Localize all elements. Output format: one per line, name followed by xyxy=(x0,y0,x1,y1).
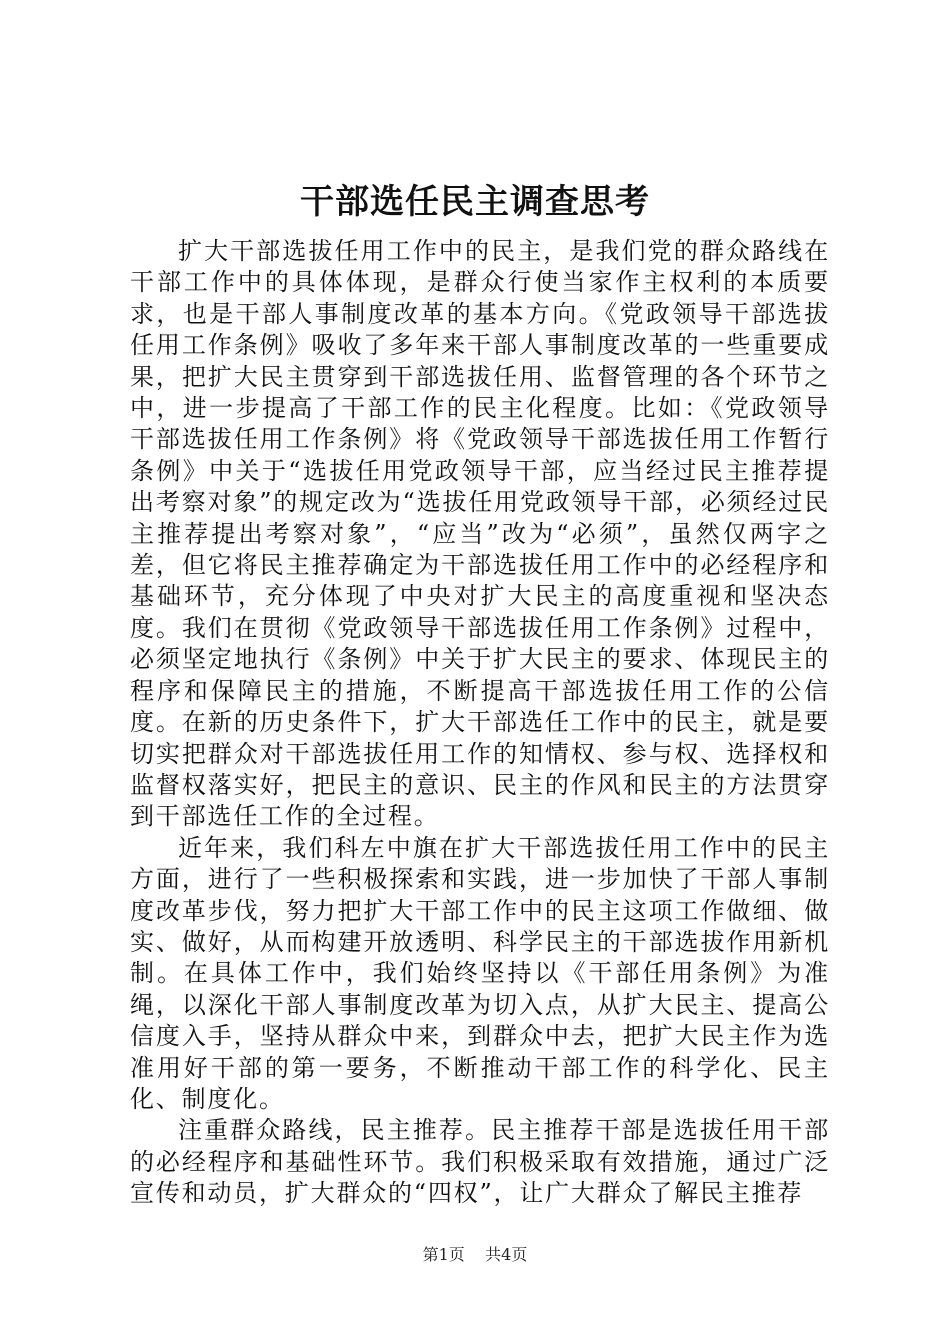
paragraph: 近年来，我们科左中旗在扩大干部选拔任用工作中的民主方面，进行了一些积极探索和实践，进一步加快了干部人事制度改革步伐，努力把扩大干部工作中的民主这项工作做细、做实、做好，从而构建开放透明、科学民主的干部选拔作用新机制。在具体工作中，我们始终坚持以《干部任用条例》为准绳，以深化干部人事制度改革为切入点，从扩大民主、提高公信度入手，坚持从群众中来，到群众中去，把扩大民主作为选准用好干部的第一要务，不断推动干部工作的科学化、民主化、制度化。 xyxy=(130,833,830,1113)
paragraph: 扩大干部选拔任用工作中的民主，是我们党的群众路线在干部工作中的具体体现，是群众行使当家作主权利的本质要求，也是干部人事制度改革的基本方向。《党政领导干部选拔任用工作条例》吸收了多年来干部人事制度改革的一些重要成果，把扩大民主贯穿到干部选拔任用、监督管理的各个环节之中，进一步提高了干部工作的民主化程度。比如：《党政领导干部选拔任用工作条例》将《党政领导干部选拔任用工作暂行条例》中关于“选拔任用党政领导干部，应当经过民主推荐提出考察对象”的规定改为“选拔任用党政领导干部，必须经过民主推荐提出考察对象”，“应当”改为“必须”，虽然仅两字之差，但它将民主推荐确定为干部选拔任用工作中的必经程序和基础环节，充分体现了中央对扩大民主的高度重视和坚决态度。我们在贯彻《党政领导干部选拔任用工作条例》过程中，必须坚定地执行《条例》中关于扩大民主的要求、体现民主的程序和保障民主的措施，不断提高干部选拔任用工作的公信度。在新的历史条件下，扩大干部选任工作中的民主，就是要切实把群众对干部选拔任用工作的知情权、参与权、选择权和监督权落实好，把民主的意识、民主的作风和民主的方法贯穿到干部选任工作的全过程。 xyxy=(130,237,830,831)
document-title: 干部选任民主调查思考 xyxy=(300,182,650,222)
document-body xyxy=(130,236,830,1210)
page-total: 共4页 xyxy=(485,1245,528,1264)
page-footer xyxy=(0,1243,950,1267)
page-separator xyxy=(470,1245,480,1264)
paragraph: 注重群众路线，民主推荐。民主推荐干部是选拔任用干部的必经程序和基础性环节。我们积极采取有效措施，通过广泛宣传和动员，扩大群众的“四权”，让广大群众了解民主推荐 xyxy=(130,1116,830,1208)
page-number: 第1页 xyxy=(422,1245,465,1264)
